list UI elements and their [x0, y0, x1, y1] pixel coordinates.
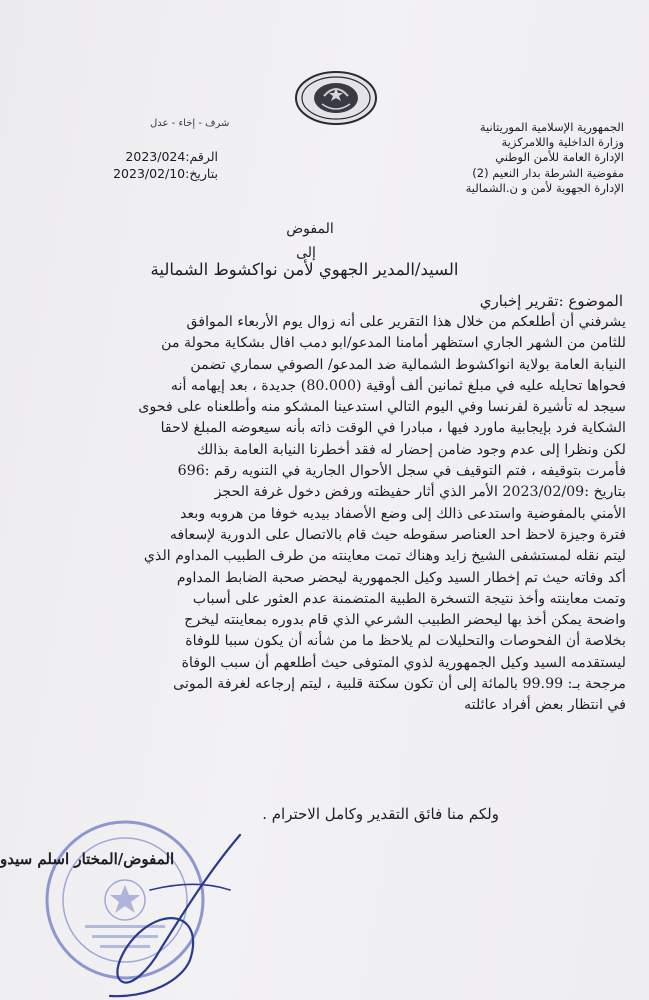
- header-line: الإدارة الجهوية لأمن و ن.الشمالية: [465, 180, 624, 195]
- body-line: لكن ونظرا إلى عدم وجود ضامن إحضار له فقد أخطرنا النيابة العامة بذالك: [196, 441, 626, 458]
- body-line: الأمني بالمفوضية واستدعى ذالك إلى وضع الأصفاد بيديه خوفا من هروبه وبعد: [180, 505, 626, 522]
- body-line: واضحة يمكن أخذ بها ليحضر الطبيب الشرعي الذي قام بدوره بمعاينته ليخرج: [184, 612, 626, 629]
- body-line: أكد وفاته حيث تم إخطار السيد وكيل الجمهورية ليحضر صحبة الضابط المداوم: [176, 569, 626, 586]
- body-line: يشرفني أن أطلعكم من خلال هذا التقرير على أنه زوال يوم الأربعاء الموافق: [186, 314, 626, 330]
- reference-number-label: الرقم:: [185, 149, 218, 164]
- header-line: الإدارة العامة للأمن الوطني: [495, 150, 624, 165]
- sender-title: المفوض: [286, 221, 334, 237]
- body-line: بتاريخ :2023/02/09 الأمر الذي أثار حفيظته ورفض دخول غرفة الحجز: [214, 484, 626, 501]
- body-line: مرجحة بـ: 99.99 بالمائة إلى أن تكون سكتة قلبية ، ليتم إرجاعه لغرفة الموتى: [173, 676, 626, 693]
- closing-salutation: ولكم منا فائق التقدير وكامل الاحترام .: [262, 805, 499, 823]
- body-line: للثامن من الشهر الجاري استظهر أمامنا المدعو/ابو دمب افال بشكاية محولة من: [161, 335, 626, 352]
- reference-date-label: بتاريخ:: [185, 166, 218, 181]
- header-line: وزارة الداخلية واللامركزية: [501, 135, 624, 150]
- header-line: مفوضية الشرطة بدار النعيم (2): [472, 165, 624, 180]
- body-line: فترة وجيزة لاحظ احد العناصر سقوطه حيث قام بالاتصال على الدورية لإسعافه: [169, 526, 626, 543]
- to-word: إلى: [296, 245, 316, 261]
- reference-date-value: 2023/02/10: [113, 166, 186, 181]
- report-body: [8, 312, 626, 717]
- body-line: فحواها تحايله عليه في مبلغ ثمانين ألف أوقية (80.000) جديدة ، بعد إيهامه أنه: [170, 377, 626, 394]
- subject-line: الموضوع :تقرير إخباري: [479, 292, 623, 310]
- body-line: ليتم نقله لمستشفى الشيخ زايد وهناك تمت معاينته من طرف الطبيب المداوم الذي: [143, 548, 626, 565]
- handwritten-signature-icon: [90, 830, 260, 1000]
- body-line: ليستقدمه السيد وكيل الجمهورية لذوي المتوفى حيث أطلعهم أن سبب الوفاة: [181, 654, 626, 671]
- body-line: سيجد له تأشيرة لفرنسا وفي اليوم التالي استدعينا المشكو منه وأطلعناه على فحوى: [138, 399, 626, 416]
- body-line: فأمرت بتوقيفه ، فتم التوقيف في سجل الأحوال الجارية في التنويه رقم :696: [177, 463, 626, 480]
- body-line: في انتظار بعض أفراد عائلته: [464, 697, 626, 714]
- body-line: بخلاصة أن الفحوصات والتحليلات لم يلاحظ ما من شأنه أن يكون سببا للوفاة: [185, 633, 626, 650]
- body-line: الشكاية فرد بإيجابية ماورد فيها ، مبادرا في الوقت ذاته بأنه سيعوضه المبلغ لاحقا: [160, 420, 626, 437]
- signatory-name: المفوض/المختار اسلم سيدو: [0, 850, 175, 868]
- body-line: وتمت معاينته وأخذ نتيجة التسخرة الطبية المتضمنة عدم العثور على أسباب: [192, 590, 626, 607]
- body-line: النيابة العامة بولاية انواكشوط الشمالية ضد المدعو/ الصوفي سماري تضمن: [190, 356, 626, 373]
- reference-number-value: 2023/024: [125, 149, 186, 164]
- national-emblem-icon: [294, 70, 378, 126]
- reference-block: [98, 148, 218, 182]
- recipient-title: السيد/المدير الجهوي لأمن نواكشوط الشمالية: [150, 260, 459, 279]
- header-line: الجمهورية الإسلامية الموريتانية: [479, 120, 624, 134]
- national-motto: شرف - إخاء - عدل: [150, 118, 230, 129]
- issuing-authority-header: [374, 120, 624, 196]
